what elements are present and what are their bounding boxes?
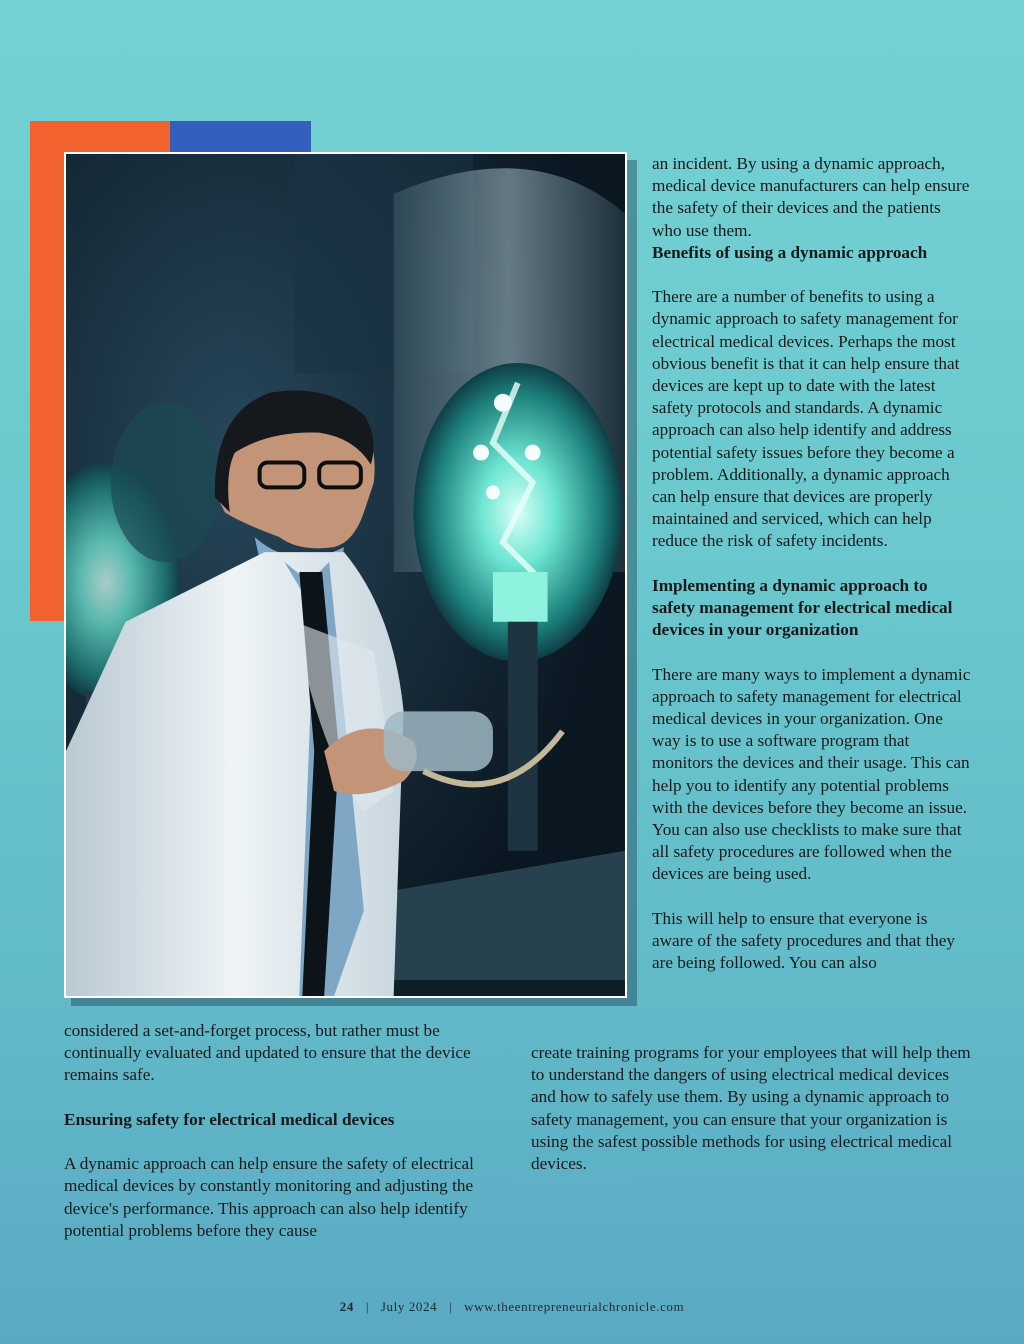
footer-separator: | — [365, 1299, 370, 1314]
website-link[interactable]: www.theentrepreneurialchronicle.com — [464, 1299, 685, 1314]
issue-date: July 2024 — [380, 1299, 438, 1314]
paragraph: create training programs for your employees that will help them to understand the dangers of using electrical medical devices and how to safely use them. By using a dynamic approach to safety management, you can ensure that your organization is using the safest possible methods for using electrical medical devices. — [531, 1043, 971, 1174]
page-number: 24 — [339, 1299, 354, 1314]
footer-separator: | — [449, 1299, 453, 1314]
page-footer — [0, 1299, 1024, 1315]
paragraph: an incident. By using a dynamic approach, medical device manufacturers can help ensure the safety of their devices and the patients who use them. — [652, 154, 970, 240]
paragraph: There are many ways to implement a dynamic approach to safety management for electrical medical devices in your organization. One way is to use a software program that monitors the devices and their usage. This can help you to identify any potential problems with the devices before they become an issue. You can also use checklists to make sure that all safety procedures are followed when the devices are being used. — [652, 664, 971, 884]
blue-accent-block — [170, 121, 311, 153]
paragraph: considered a set-and-forget process, but rather must be continually evaluated and updated to ensure that the device remains safe. — [64, 1021, 471, 1085]
scientist-lab-photo — [64, 152, 627, 998]
section-heading: Implementing a dynamic approach to safety management for electrical medical devices in your organization — [652, 575, 953, 640]
right-column-lower — [531, 1042, 971, 1175]
section-heading: Benefits of using a dynamic approach — [652, 242, 928, 262]
left-column — [64, 1020, 494, 1242]
paragraph: This will help to ensure that everyone is aware of the safety procedures and that they are being followed. You can also — [652, 908, 956, 973]
paragraph: There are a number of benefits to using a dynamic approach to safety management for electrical medical devices. Perhaps the most obvious benefit is that it can help ensure that devices are kept up to date with the latest safety protocols and standards. A dynamic approach can also help identify and address potential safety issues before they become a problem. Additionally, a dynamic approach can help ensure that devices are properly maintained and serviced, which can help reduce the risk of safety incidents. — [652, 287, 960, 551]
section-heading: Ensuring safety for electrical medical devices — [64, 1109, 395, 1129]
paragraph: A dynamic approach can help ensure the safety of electrical medical devices by constantly monitoring and adjusting the device's performance. This approach can also help identify potential problems before they cause — [64, 1154, 474, 1240]
right-column-upper — [652, 153, 972, 974]
